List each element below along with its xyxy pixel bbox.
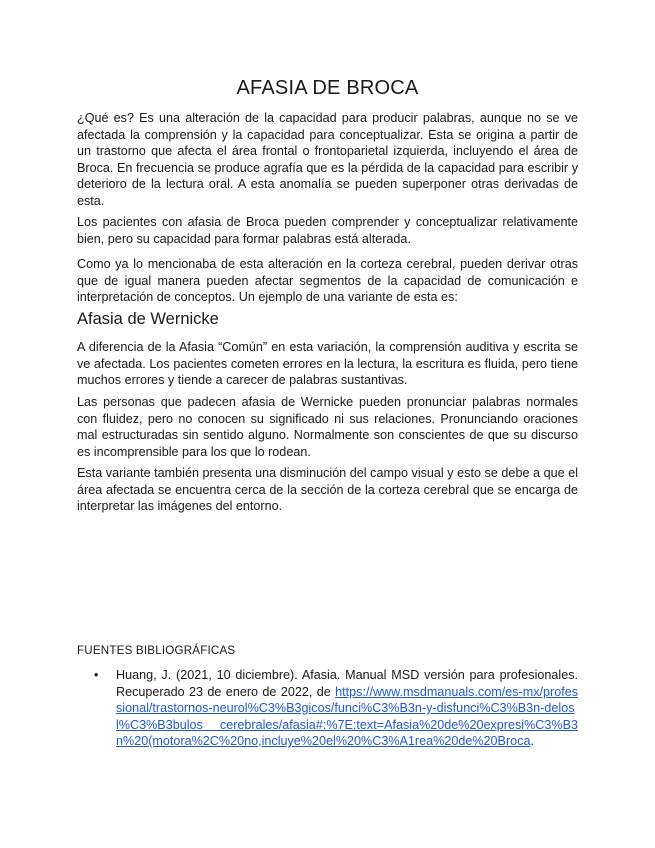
reference-link[interactable]: https://www.msdmanuals.com/es-mx/professional/trastornos-neurol%C3%B3gicos/funci%C3%B3n-y-disfunci%C3%B3n-delosl%C3%B3bulos cerebrales/afasia#:%7E:text=Afasia%20de%20expresi%C3%B3n%20(motora%2C%20no,incluye%20el%20%C3%A1rea%20de%20Broca xyxy=(116,684,578,748)
paragraph-variants: Como ya lo mencionaba de esta alteración en la corteza cerebral, pueden derivar otras que de igual manera pueden afectar segmentos de la capacidad de comunicación e interpretación de conceptos. Un ejemplo de una variante de esta es: xyxy=(77,257,578,304)
paragraph-wernicke-difference: A diferencia de la Afasia “Común” en esta variación, la comprensión auditiva y escrita se ve afectada. Los pacientes cometen errores en la lectura, la escritura es fluida, pero tiene muchos errores y tiende a carecer de palabras sustantivas. xyxy=(77,340,578,387)
paragraph-patients: Los pacientes con afasia de Broca pueden comprender y conceptualizar relativamente bien, pero su capacidad para formar palabras está alterada. xyxy=(77,215,578,246)
reference-end: . xyxy=(530,734,534,748)
reference-item xyxy=(77,667,578,750)
references-list xyxy=(77,667,578,750)
paragraph-what-is: ¿Qué es? Es una alteración de la capacidad para producir palabras, aunque no se ve afectada la comprensión y la capacidad para conceptualizar. Esta se origina a partir de un trastorno que afecta el área frontal o frontoparietal izquierda, incluyendo el área de Broca. En frecuencia se produce agrafía que es la pérdida de la capacidad para escribir y deterioro de la lectura oral. A esta anomalía se pueden superponer otras derivadas de esta. xyxy=(77,111,578,208)
page-title: AFASIA DE BROCA xyxy=(236,77,419,99)
section-heading-wernicke: Afasia de Wernicke xyxy=(77,310,219,328)
reference-text: Huang, J. (2021, 10 diciembre). Afasia. Manual MSD versión para profesionales. Recuperado 23 de enero de 2022, de xyxy=(116,668,578,699)
paragraph-wernicke-vision: Esta variante también presenta una disminución del campo visual y esto se debe a que el área afectada se encuentra cerca de la sección de la corteza cerebral que se encarga de interpretar las imágenes del entorno. xyxy=(77,466,578,513)
paragraph-wernicke-speech: Las personas que padecen afasia de Wernicke pueden pronunciar palabras normales con fluidez, pero no conocen su significado ni sus relaciones. Pronunciando oraciones mal estructuradas sin sentido alguno. Normalmente son conscientes de que su discurso es incomprensible para los que lo rodean. xyxy=(77,395,578,459)
bullet-icon: • xyxy=(94,668,99,682)
references-title: FUENTES BIBLIOGRÁFICAS xyxy=(77,644,236,657)
